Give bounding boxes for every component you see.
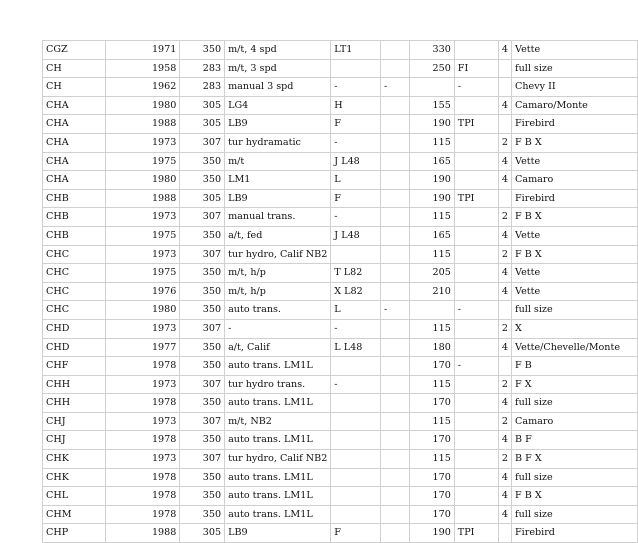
carb-cell [498,301,511,320]
model-cell: Camaro [512,412,638,431]
extra-cell [381,524,410,543]
trans-cell: LB9 [225,524,331,543]
cid-cell: 307 [180,133,225,152]
year-cell: 1973 [105,319,180,338]
induction-cell [454,505,498,524]
trans-cell: a/t, Calif [225,338,331,357]
trans-cell: LG4 [225,96,331,115]
year-cell: 1973 [105,208,180,227]
table-row [43,78,638,97]
model-cell: B F [512,431,638,450]
hp-cell: 155 [410,96,455,115]
trans-cell: auto trans. LM1L [225,357,331,376]
rpo-cell [331,468,381,487]
extra-cell [381,338,410,357]
code-cell: CHB [43,208,106,227]
code-cell: CHJ [43,412,106,431]
extra-cell [381,394,410,413]
year-cell: 1980 [105,171,180,190]
rpo-cell: F [331,524,381,543]
induction-cell: TPI [454,524,498,543]
trans-cell: LB9 [225,115,331,134]
induction-cell [454,338,498,357]
table-row [43,245,638,264]
year-cell: 1958 [105,59,180,78]
cid-cell: 305 [180,115,225,134]
hp-cell: 170 [410,487,455,506]
hp-cell: 180 [410,338,455,357]
model-cell: full size [512,301,638,320]
model-cell: Firebird [512,524,638,543]
model-cell: full size [512,394,638,413]
extra-cell [381,319,410,338]
cid-cell: 307 [180,208,225,227]
rpo-cell [331,412,381,431]
hp-cell: 115 [410,319,455,338]
code-cell: CHP [43,524,106,543]
hp-cell: 170 [410,505,455,524]
code-cell: CHC [43,264,106,283]
cid-cell: 350 [180,431,225,450]
model-cell: Camaro/Monte [512,96,638,115]
rpo-cell [331,245,381,264]
model-cell: Vette/Chevelle/Monte [512,338,638,357]
induction-cell [454,96,498,115]
trans-cell: tur hydro, Calif NB2 [225,245,331,264]
rpo-cell: L L48 [331,338,381,357]
induction-cell [454,208,498,227]
cid-cell: 350 [180,394,225,413]
rpo-cell [331,487,381,506]
induction-cell [454,450,498,469]
rpo-cell [331,357,381,376]
model-cell: F B X [512,133,638,152]
carb-cell: 4 [498,487,511,506]
hp-cell: 115 [410,412,455,431]
induction-cell [454,245,498,264]
code-cell: CHF [43,357,106,376]
table-row [43,450,638,469]
model-cell: Chevy II [512,78,638,97]
induction-cell: - [454,357,498,376]
year-cell: 1978 [105,357,180,376]
table-row [43,208,638,227]
table-row [43,394,638,413]
induction-cell: TPI [454,115,498,134]
extra-cell [381,226,410,245]
hp-cell: 205 [410,264,455,283]
year-cell: 1975 [105,226,180,245]
carb-cell [498,357,511,376]
induction-cell [454,41,498,60]
year-cell: 1977 [105,338,180,357]
cid-cell: 350 [180,41,225,60]
trans-cell: m/t, 4 spd [225,41,331,60]
code-cell: CHA [43,171,106,190]
hp-cell: 115 [410,450,455,469]
hp-cell: 190 [410,524,455,543]
code-cell: CHD [43,338,106,357]
extra-cell [381,431,410,450]
carb-cell: 2 [498,245,511,264]
extra-cell [381,357,410,376]
model-cell: Camaro [512,171,638,190]
trans-cell: tur hydramatic [225,133,331,152]
cid-cell: 350 [180,357,225,376]
cid-cell: 305 [180,524,225,543]
table-row [43,357,638,376]
trans-cell: LB9 [225,189,331,208]
carb-cell [498,59,511,78]
induction-cell [454,319,498,338]
model-cell: F B X [512,208,638,227]
model-cell: Firebird [512,189,638,208]
trans-cell: tur hydro trans. [225,375,331,394]
carb-cell: 4 [498,264,511,283]
model-cell: Vette [512,152,638,171]
trans-cell: manual 3 spd [225,78,331,97]
table-row [43,468,638,487]
code-cell: CHC [43,245,106,264]
code-cell: CHA [43,152,106,171]
model-cell: B F X [512,450,638,469]
trans-cell: m/t, NB2 [225,412,331,431]
trans-cell: auto trans. [225,301,331,320]
year-cell: 1975 [105,264,180,283]
cid-cell: 350 [180,468,225,487]
table-row [43,487,638,506]
carb-cell: 4 [498,152,511,171]
rpo-cell: J L48 [331,226,381,245]
rpo-cell: T L82 [331,264,381,283]
hp-cell: 165 [410,152,455,171]
rpo-cell: L [331,301,381,320]
trans-cell: auto trans. LM1L [225,431,331,450]
induction-cell [454,487,498,506]
hp-cell: 170 [410,468,455,487]
extra-cell [381,450,410,469]
extra-cell [381,59,410,78]
table-row [43,431,638,450]
model-cell: full size [512,505,638,524]
induction-cell [454,152,498,171]
extra-cell: - [381,78,410,97]
code-cell: CHL [43,487,106,506]
cid-cell: 305 [180,96,225,115]
extra-cell [381,468,410,487]
trans-cell: m/t, h/p [225,264,331,283]
hp-cell: 330 [410,41,455,60]
induction-cell: FI [454,59,498,78]
trans-cell: m/t [225,152,331,171]
trans-cell: - [225,319,331,338]
trans-cell: auto trans. LM1L [225,394,331,413]
model-cell: F B X [512,487,638,506]
extra-cell [381,189,410,208]
year-cell: 1988 [105,189,180,208]
hp-cell: 190 [410,171,455,190]
rpo-cell: F [331,189,381,208]
carb-cell: 4 [498,431,511,450]
carb-cell: 2 [498,375,511,394]
extra-cell [381,133,410,152]
table-row [43,59,638,78]
extra-cell [381,152,410,171]
hp-cell: 170 [410,431,455,450]
table-row [43,282,638,301]
table-row [43,301,638,320]
trans-cell: a/t, fed [225,226,331,245]
cid-cell: 350 [180,487,225,506]
code-cell: CHD [43,319,106,338]
code-cell: CHB [43,189,106,208]
table-row [43,375,638,394]
rpo-cell [331,431,381,450]
extra-cell [381,96,410,115]
trans-cell: m/t, h/p [225,282,331,301]
code-cell: CGZ [43,41,106,60]
induction-cell [454,282,498,301]
extra-cell [381,245,410,264]
induction-cell [454,264,498,283]
trans-cell: LM1 [225,171,331,190]
carb-cell [498,78,511,97]
cid-cell: 307 [180,319,225,338]
rpo-cell: - [331,208,381,227]
extra-cell [381,208,410,227]
rpo-cell: X L82 [331,282,381,301]
cid-cell: 307 [180,375,225,394]
induction-cell: TPI [454,189,498,208]
table-row [43,189,638,208]
extra-cell [381,412,410,431]
hp-cell: 115 [410,208,455,227]
extra-cell [381,171,410,190]
carb-cell: 2 [498,208,511,227]
carb-cell: 2 [498,412,511,431]
carb-cell: 2 [498,133,511,152]
hp-cell: 190 [410,115,455,134]
induction-cell [454,226,498,245]
induction-cell: - [454,301,498,320]
cid-cell: 283 [180,78,225,97]
year-cell: 1978 [105,431,180,450]
trans-cell: m/t, 3 spd [225,59,331,78]
cid-cell: 350 [180,171,225,190]
rpo-cell: J L48 [331,152,381,171]
model-cell: full size [512,59,638,78]
year-cell: 1978 [105,394,180,413]
cid-cell: 307 [180,245,225,264]
induction-cell [454,171,498,190]
extra-cell [381,505,410,524]
code-cell: CHK [43,450,106,469]
carb-cell: 4 [498,468,511,487]
hp-cell: 165 [410,226,455,245]
code-cell: CHH [43,394,106,413]
rpo-cell: - [331,375,381,394]
table-row [43,152,638,171]
year-cell: 1980 [105,301,180,320]
rpo-cell: F [331,115,381,134]
cid-cell: 350 [180,282,225,301]
code-cell: CHC [43,301,106,320]
year-cell: 1973 [105,245,180,264]
extra-cell [381,375,410,394]
extra-cell [381,115,410,134]
code-cell: CHH [43,375,106,394]
table-row [43,505,638,524]
extra-cell [381,282,410,301]
hp-cell [410,301,455,320]
code-cell: CHA [43,133,106,152]
engine-code-table [42,40,638,543]
rpo-cell [331,59,381,78]
hp-cell: 190 [410,189,455,208]
extra-cell [381,264,410,283]
cid-cell: 350 [180,226,225,245]
trans-cell: manual trans. [225,208,331,227]
carb-cell [498,115,511,134]
model-cell: F B [512,357,638,376]
code-cell: CH [43,59,106,78]
rpo-cell: - [331,133,381,152]
carb-cell: 4 [498,96,511,115]
code-cell: CHK [43,468,106,487]
model-cell: Vette [512,41,638,60]
rpo-cell [331,505,381,524]
year-cell: 1978 [105,487,180,506]
model-cell: F X [512,375,638,394]
year-cell: 1973 [105,375,180,394]
carb-cell: 4 [498,226,511,245]
code-cell: CHJ [43,431,106,450]
carb-cell: 4 [498,41,511,60]
table-row [43,96,638,115]
rpo-cell [331,450,381,469]
rpo-cell [331,394,381,413]
cid-cell: 305 [180,189,225,208]
carb-cell: 4 [498,282,511,301]
hp-cell: 210 [410,282,455,301]
year-cell: 1976 [105,282,180,301]
model-cell: F B X [512,245,638,264]
induction-cell [454,468,498,487]
rpo-cell: L [331,171,381,190]
rpo-cell: - [331,319,381,338]
induction-cell: - [454,78,498,97]
model-cell: Vette [512,226,638,245]
cid-cell: 350 [180,301,225,320]
hp-cell: 170 [410,357,455,376]
table-row [43,171,638,190]
trans-cell: auto trans. LM1L [225,487,331,506]
table-row [43,264,638,283]
rpo-cell: - [331,78,381,97]
year-cell: 1962 [105,78,180,97]
carb-cell: 4 [498,505,511,524]
carb-cell: 4 [498,338,511,357]
cid-cell: 350 [180,505,225,524]
carb-cell [498,189,511,208]
hp-cell: 115 [410,375,455,394]
trans-cell: tur hydro, Calif NB2 [225,450,331,469]
extra-cell: - [381,301,410,320]
year-cell: 1978 [105,468,180,487]
table-row [43,338,638,357]
carb-cell: 4 [498,171,511,190]
induction-cell [454,431,498,450]
year-cell: 1988 [105,115,180,134]
model-cell: Vette [512,264,638,283]
year-cell: 1988 [105,524,180,543]
extra-cell [381,41,410,60]
model-cell: X [512,319,638,338]
year-cell: 1975 [105,152,180,171]
model-cell: full size [512,468,638,487]
year-cell: 1980 [105,96,180,115]
table-row [43,41,638,60]
year-cell: 1978 [105,505,180,524]
cid-cell: 350 [180,264,225,283]
model-cell: Firebird [512,115,638,134]
code-cell: CH [43,78,106,97]
code-cell: CHA [43,96,106,115]
code-cell: CHA [43,115,106,134]
hp-cell: 115 [410,245,455,264]
table-row [43,115,638,134]
cid-cell: 307 [180,450,225,469]
induction-cell [454,394,498,413]
year-cell: 1971 [105,41,180,60]
cid-cell: 307 [180,412,225,431]
rpo-cell: LT1 [331,41,381,60]
induction-cell [454,133,498,152]
table-row [43,412,638,431]
trans-cell: auto trans. LM1L [225,505,331,524]
induction-cell [454,375,498,394]
year-cell: 1973 [105,450,180,469]
cid-cell: 350 [180,152,225,171]
trans-cell: auto trans. LM1L [225,468,331,487]
table-body [43,41,638,543]
year-cell: 1973 [105,412,180,431]
hp-cell [410,78,455,97]
model-cell: Vette [512,282,638,301]
carb-cell: 2 [498,319,511,338]
hp-cell: 250 [410,59,455,78]
year-cell: 1973 [105,133,180,152]
table-row [43,226,638,245]
table-row [43,133,638,152]
extra-cell [381,487,410,506]
cid-cell: 350 [180,338,225,357]
hp-cell: 115 [410,133,455,152]
carb-cell: 4 [498,394,511,413]
table-row [43,524,638,543]
cid-cell: 283 [180,59,225,78]
code-cell: CHM [43,505,106,524]
hp-cell: 170 [410,394,455,413]
carb-cell [498,524,511,543]
code-cell: CHC [43,282,106,301]
induction-cell [454,412,498,431]
code-cell: CHB [43,226,106,245]
table-row [43,319,638,338]
rpo-cell: H [331,96,381,115]
carb-cell: 2 [498,450,511,469]
